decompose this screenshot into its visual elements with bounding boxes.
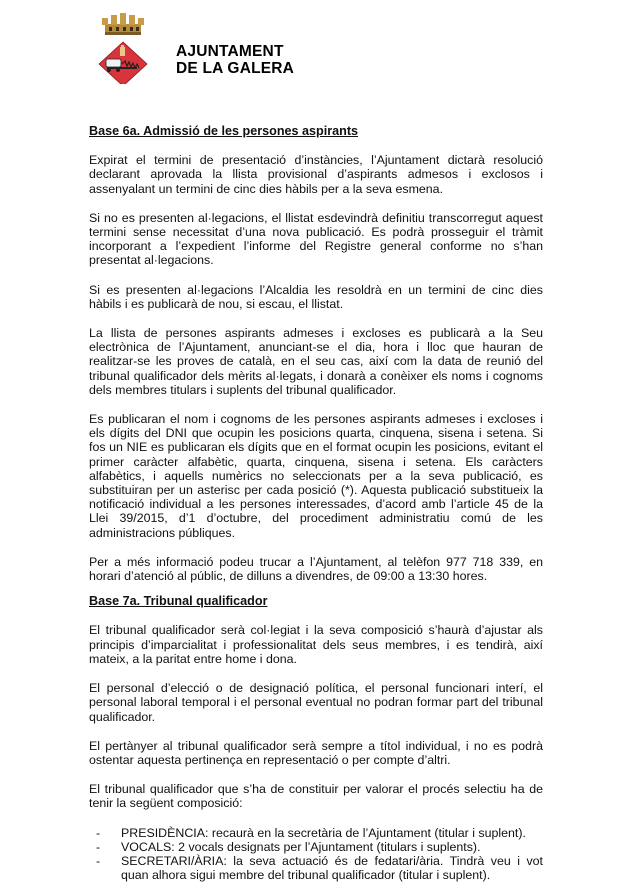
paragraph: El pertànyer al tribunal qualificador serà sempre a títol individual, i no es podrà ostentar aquesta pertinença en representació o per compte d’altri.	[89, 738, 543, 767]
document-body	[89, 124, 543, 882]
list-bullet: -	[96, 825, 101, 840]
tribunal-members-list	[89, 826, 543, 883]
list-item-text: PRESIDÈNCIA: recaurà en la secretària de l’Ajuntament (titular i suplent).	[121, 825, 526, 840]
section-heading-base-6a: Base 6a. Admissió de les persones aspirants	[89, 124, 359, 138]
list-item	[89, 840, 543, 854]
organization-name	[176, 43, 294, 77]
crown-icon	[102, 13, 144, 35]
paragraph: Es publicaran el nom i cognoms de les persones aspirants admeses i excloses i els dígits del DNI que ocupin les posicions quarta, cinquena, sisena i setena. Si fos un NIE es publicaran els dígits que en el format ocupin les posicions, evitant el primer caràcter alfabètic, quarta, cinquena, sisena i setena. Els caràcters alfabètics, i aquells numèrics no seleccionats per a la seva publicació, es substituiran per un asterisc per cada posició (*). Aquesta publicació substitueix la notificació individual a les persones interessades, d’acord amb l’article 45 de la Llei 39/2015, d’1 d’octubre, del procediment administratiu comú de les administracions públiques.	[89, 412, 543, 540]
list-bullet: -	[96, 839, 101, 854]
shield-icon	[99, 42, 147, 84]
paragraph: Si es presenten al·legacions l’Alcaldia les resoldrà en un termini de cinc dies hàbils i es publicarà de nou, si escau, el llistat.	[89, 282, 543, 311]
paragraph: El tribunal qualificador serà col·legiat i la seva composició s’haurà d’ajustar als principis d’imparcialitat i professionalitat dels seus membres, i es tendirà, així mateix, a la paritat entre home i dona.	[89, 623, 543, 666]
list-item-text: VOCALS: 2 vocals designats per l’Ajuntament (titulars i suplents).	[121, 839, 481, 854]
paragraph: El personal d’elecció o de designació política, el personal funcionari interí, el personal laboral temporal i el personal eventual no podran formar part del tribunal qualificador.	[89, 681, 543, 724]
paragraph: La llista de persones aspirants admeses i excloses es publicarà a la Seu electrònica de l’Ajuntament, anunciant-se el dia, hora i lloc que hauran de realitzar-se les proves de català, en el seu cas, així com la data de reunió del tribunal qualificador dels mèrits al·legats, i donarà a conèixer els noms i cognoms dels membres titulars i suplents del tribunal qualificador.	[89, 326, 543, 397]
paragraph: El tribunal qualificador que s’ha de constituir per valorar el procés selectiu ha de tenir la següent composició:	[89, 782, 543, 811]
org-name-line-1: AJUNTAMENT	[176, 43, 284, 60]
paragraph: Si no es presenten al·legacions, el llistat esdevindrà definitiu transcorregut aquest termini sense necessitat d’una nova publicació. Es podrà prosseguir el tràmit incorporant a l’expedient l’informe del Registre general conforme no s’han presentat al·legacions.	[89, 210, 543, 268]
org-name-line-2: DE LA GALERA	[176, 60, 295, 77]
list-bullet: -	[96, 853, 101, 868]
contact-paragraph: Per a més informació podeu trucar a l’Ajuntament, al telèfon 977 718 339, en horari d’atenció al públic, de dilluns a divendres, de 09:00 a 13:30 hores.	[89, 554, 543, 584]
section-heading-base-7a: Base 7a. Tribunal qualificador	[89, 594, 268, 609]
paragraph: Expirat el termini de presentació d’instàncies, l’Ajuntament dictarà resolució declarant aprovada la llista provisional d’aspirants admesos i exclosos i assenyalant un termini de cinc dies hàbils per a la seva esmena.	[89, 153, 543, 196]
list-item-text: SECRETARI/ÀRIA: la seva actuació és de fedatari/ària. Tindrà veu i vot quan alhora sigui membre del tribunal qualificador (titular i suplent).	[121, 853, 543, 883]
list-item	[89, 854, 543, 882]
coat-of-arms-icon	[99, 12, 149, 84]
list-item	[89, 826, 543, 840]
